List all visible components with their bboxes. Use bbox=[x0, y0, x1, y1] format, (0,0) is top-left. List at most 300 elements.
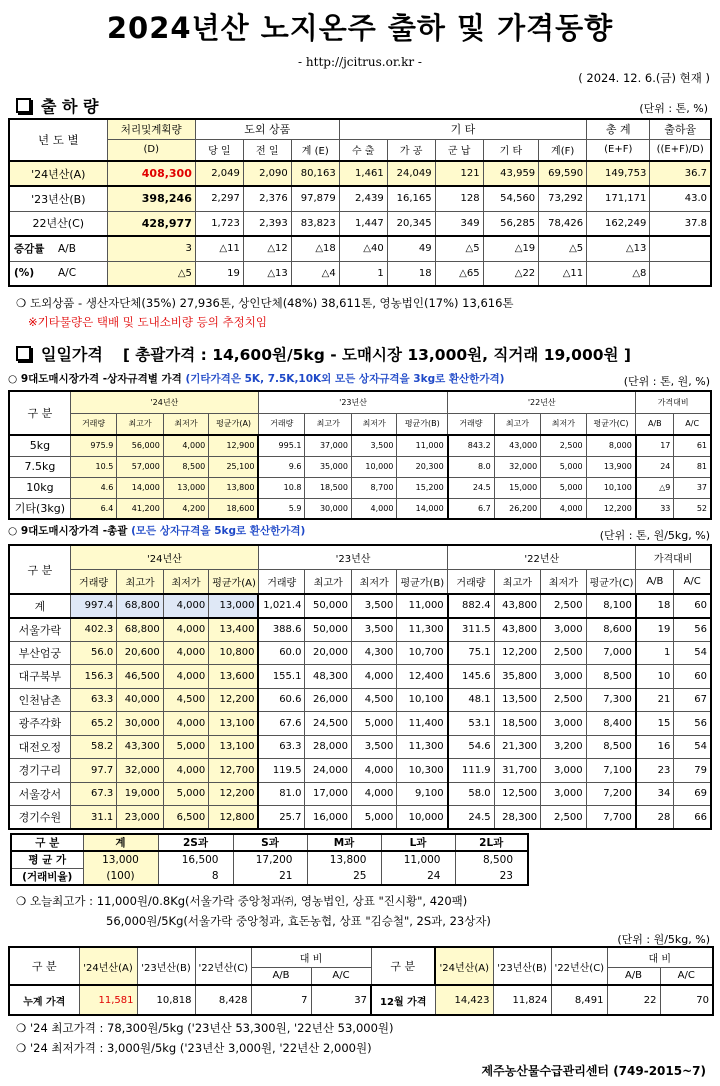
cell: 408,300 bbox=[107, 161, 195, 186]
cell: 10,700 bbox=[397, 641, 448, 665]
cell: △22 bbox=[483, 261, 539, 286]
cell: △19 bbox=[483, 236, 539, 261]
cell: 128 bbox=[435, 186, 483, 211]
cell: 17 bbox=[636, 435, 674, 456]
row-label: 광주각화 bbox=[9, 712, 70, 736]
cell: 67.6 bbox=[258, 712, 305, 736]
cell: 2,500 bbox=[541, 435, 586, 456]
subheader: A/B bbox=[636, 570, 674, 595]
cell: 61 bbox=[674, 435, 711, 456]
cell: 2,090 bbox=[243, 161, 291, 186]
cell: 18,500 bbox=[305, 477, 352, 498]
cell: 882.4 bbox=[448, 594, 495, 618]
price-row bbox=[9, 498, 711, 519]
spec-unit: (단위 : 톤, 원, %) bbox=[623, 375, 710, 388]
cell: 8,700 bbox=[351, 477, 396, 498]
row-label: 인천남촌 bbox=[9, 688, 70, 712]
cell: 8,100 bbox=[586, 594, 636, 618]
cell: 11,400 bbox=[397, 712, 448, 736]
cell: △12 bbox=[243, 236, 291, 261]
cum-header-y22: '22년산(C) bbox=[195, 947, 251, 985]
cell: 149,753 bbox=[587, 161, 650, 186]
cell: 975.9 bbox=[70, 435, 117, 456]
size-price-table bbox=[10, 833, 529, 886]
cell: 3,000 bbox=[541, 618, 586, 642]
cell: 13,500 bbox=[494, 688, 541, 712]
cell: 7,000 bbox=[586, 641, 636, 665]
cell: 80,163 bbox=[291, 161, 339, 186]
cell: 2,500 bbox=[541, 806, 586, 830]
cell: 2,500 bbox=[541, 594, 586, 618]
header-outside: 도외 상품 bbox=[195, 119, 339, 139]
cell: 7,300 bbox=[586, 688, 636, 712]
cell: 28,000 bbox=[305, 735, 352, 759]
cell: 66 bbox=[674, 806, 711, 830]
site-url[interactable]: - http://jcitrus.or.kr - bbox=[298, 55, 422, 69]
cell: 24,500 bbox=[305, 712, 352, 736]
change-label: 증감률 A/B bbox=[9, 236, 107, 261]
cell: 4,000 bbox=[351, 498, 396, 519]
cum-right-label: 12월 가격 bbox=[371, 985, 435, 1015]
size-cell: 24 bbox=[381, 868, 455, 885]
size-cell: 25 bbox=[307, 868, 381, 885]
cell: 155.1 bbox=[258, 665, 305, 689]
cell: 65.2 bbox=[70, 712, 117, 736]
cell: 12,500 bbox=[494, 782, 541, 806]
cum-header-y23: '23년산(B) bbox=[493, 947, 551, 985]
cell: 3 bbox=[107, 236, 195, 261]
cell: 311.5 bbox=[448, 618, 495, 642]
size-row-label: (거래비율) bbox=[11, 868, 83, 885]
cell: 12,700 bbox=[209, 759, 259, 783]
cell: 56,285 bbox=[483, 211, 539, 236]
cum-cell: 10,818 bbox=[137, 985, 195, 1015]
size-header: S과 bbox=[233, 834, 307, 851]
cell: 37 bbox=[674, 477, 711, 498]
header-plan: 처리및계획량 bbox=[107, 119, 195, 139]
cell: △13 bbox=[243, 261, 291, 286]
cell: 402.3 bbox=[70, 618, 117, 642]
subheader: 거래량 bbox=[70, 570, 117, 595]
change-row bbox=[9, 261, 711, 286]
cum-unit: (단위 : 원/5kg, %) bbox=[617, 933, 710, 946]
cum-header-y23: '23년산(B) bbox=[137, 947, 195, 985]
cell: 12,900 bbox=[209, 435, 259, 456]
cell: 4,500 bbox=[163, 688, 208, 712]
cell: 24.5 bbox=[448, 477, 495, 498]
shipment-row bbox=[9, 161, 711, 186]
cum-header-y22: '22년산(C) bbox=[551, 947, 607, 985]
subheader: 거래량 bbox=[448, 413, 495, 435]
row-label: 부산엄궁 bbox=[9, 641, 70, 665]
cell: 8,500 bbox=[586, 665, 636, 689]
cum-header-y24: '24년산(A) bbox=[435, 947, 493, 985]
cell: 13,100 bbox=[209, 712, 259, 736]
cell: 3,500 bbox=[351, 435, 396, 456]
cell: 54 bbox=[674, 641, 711, 665]
cell: 6.7 bbox=[448, 498, 495, 519]
cell: 1 bbox=[339, 261, 387, 286]
subheader: 최고가 bbox=[494, 413, 541, 435]
cell: 56 bbox=[674, 618, 711, 642]
cell: 10,100 bbox=[397, 688, 448, 712]
cum-header-ab: A/B bbox=[251, 967, 311, 985]
cell: △9 bbox=[636, 477, 674, 498]
cell: 111.9 bbox=[448, 759, 495, 783]
cell: 14,000 bbox=[117, 477, 164, 498]
cum-header-ab: A/B bbox=[607, 967, 660, 985]
cum-header-ac: A/C bbox=[311, 967, 371, 985]
cell: 10,300 bbox=[397, 759, 448, 783]
market-title-text: ○ 9대도매시장가격 -총괄 bbox=[8, 525, 128, 537]
price-row bbox=[9, 806, 711, 830]
cell: 24.5 bbox=[448, 806, 495, 830]
size-header: 계 bbox=[83, 834, 158, 851]
cell: 9.6 bbox=[258, 456, 305, 477]
cell: 36.7 bbox=[650, 161, 711, 186]
cell: 13,600 bbox=[209, 665, 259, 689]
cell: 43,000 bbox=[494, 435, 541, 456]
cell: 4,500 bbox=[351, 688, 396, 712]
price-row bbox=[9, 735, 711, 759]
header-y22: '22년산 bbox=[448, 545, 636, 570]
cell: 121 bbox=[435, 161, 483, 186]
cell: 20,345 bbox=[387, 211, 435, 236]
cell: 6,500 bbox=[163, 806, 208, 830]
shipment-unit: (단위 : 톤, %) bbox=[639, 102, 708, 115]
cell: 4,000 bbox=[163, 641, 208, 665]
cell: 97,879 bbox=[291, 186, 339, 211]
cell: 68,800 bbox=[117, 594, 164, 618]
cum-cell: 37 bbox=[311, 985, 371, 1015]
cell: 4,000 bbox=[163, 712, 208, 736]
subheader: 거래량 bbox=[70, 413, 117, 435]
cell: 995.1 bbox=[258, 435, 305, 456]
size-cell: 16,500 bbox=[158, 851, 233, 868]
cell: 20,000 bbox=[305, 641, 352, 665]
cell: 75.1 bbox=[448, 641, 495, 665]
cell: 28,300 bbox=[494, 806, 541, 830]
cell: 34 bbox=[636, 782, 674, 806]
header-total: 총 계 bbox=[587, 119, 650, 139]
cell: △5 bbox=[107, 261, 195, 286]
cell: 50,000 bbox=[305, 594, 352, 618]
cell: 843.2 bbox=[448, 435, 495, 456]
cell: 5,000 bbox=[351, 712, 396, 736]
header-other: 기 타 bbox=[339, 119, 586, 139]
cell: 10 bbox=[636, 665, 674, 689]
cell: 69 bbox=[674, 782, 711, 806]
row-label: 5kg bbox=[9, 435, 70, 456]
cell: 997.4 bbox=[70, 594, 117, 618]
price-row bbox=[9, 759, 711, 783]
subheader: A/C bbox=[674, 413, 711, 435]
cell: 58.0 bbox=[448, 782, 495, 806]
cell: 50,000 bbox=[305, 618, 352, 642]
cell: 2,439 bbox=[339, 186, 387, 211]
size-header: L과 bbox=[381, 834, 455, 851]
shipment-section-title bbox=[16, 94, 99, 117]
subheader: 거래량 bbox=[448, 570, 495, 595]
size-cell: 13,000 bbox=[83, 851, 158, 868]
size-cell: 8 bbox=[158, 868, 233, 885]
cell: 83,823 bbox=[291, 211, 339, 236]
cell: 19 bbox=[195, 261, 243, 286]
cell: 23 bbox=[636, 759, 674, 783]
row-label: 10kg bbox=[9, 477, 70, 498]
cell: 3,000 bbox=[541, 665, 586, 689]
cell: 60.6 bbox=[258, 688, 305, 712]
center-name: 제주농산물수급관리센터 (749-2015~7) bbox=[481, 1064, 706, 1078]
header-subtotal-f: 계(F) bbox=[539, 139, 587, 161]
cell: 48.1 bbox=[448, 688, 495, 712]
cell: △18 bbox=[291, 236, 339, 261]
note1-text: 도외상품 - 생산자단체(35%) 27,936톤, 상인단체(48%) 38,611톤, 영농법인(17%) 13,616톤 bbox=[29, 296, 514, 310]
subheader: 평균가(A) bbox=[209, 413, 259, 435]
subheader: 평균가(C) bbox=[586, 413, 636, 435]
price-row bbox=[9, 477, 711, 498]
cell: 12,400 bbox=[397, 665, 448, 689]
cell: 19 bbox=[636, 618, 674, 642]
cell: 145.6 bbox=[448, 665, 495, 689]
size-cell: 23 bbox=[455, 868, 528, 885]
cell: 24,049 bbox=[387, 161, 435, 186]
cell: 37.8 bbox=[650, 211, 711, 236]
cell: 18,600 bbox=[209, 498, 259, 519]
cell: 13,900 bbox=[586, 456, 636, 477]
header-process: 가 공 bbox=[387, 139, 435, 161]
spec-table bbox=[8, 390, 712, 520]
header-y24: '24년산 bbox=[70, 391, 258, 413]
cum-cell: 8,491 bbox=[551, 985, 607, 1015]
daily-section-title bbox=[16, 342, 631, 365]
subheader: A/C bbox=[674, 570, 711, 595]
cell: 14,000 bbox=[397, 498, 448, 519]
cell: 8,500 bbox=[586, 735, 636, 759]
cell: 4,000 bbox=[163, 665, 208, 689]
cell: 25,100 bbox=[209, 456, 259, 477]
cum-cell: 7 bbox=[251, 985, 311, 1015]
cell: 119.5 bbox=[258, 759, 305, 783]
cell: 49 bbox=[387, 236, 435, 261]
cell: 12,200 bbox=[209, 688, 259, 712]
market-unit: (단위 : 톤, 원/5kg, %) bbox=[599, 529, 710, 542]
price-row bbox=[9, 456, 711, 477]
cell: △5 bbox=[435, 236, 483, 261]
size-cell: 17,200 bbox=[233, 851, 307, 868]
cell: 5,000 bbox=[541, 456, 586, 477]
cell: 12,200 bbox=[494, 641, 541, 665]
cell: 32,000 bbox=[494, 456, 541, 477]
cell: 13,000 bbox=[163, 477, 208, 498]
cell: 16 bbox=[636, 735, 674, 759]
cell: 1,021.4 bbox=[258, 594, 305, 618]
checkbox-icon bbox=[16, 346, 31, 361]
header-total-sub: (E+F) bbox=[587, 139, 650, 161]
cell: 4,000 bbox=[163, 618, 208, 642]
cell: 10,100 bbox=[586, 477, 636, 498]
cell: 5,000 bbox=[163, 735, 208, 759]
row-label: 대전오정 bbox=[9, 735, 70, 759]
price-row bbox=[9, 594, 711, 618]
cell: 4,000 bbox=[163, 435, 208, 456]
highest-price-line: ❍ '24 최고가격 : 78,300원/5kg ('23년산 53,300원, '22년산 53,000원) bbox=[16, 1021, 394, 1035]
cell: 4,000 bbox=[541, 498, 586, 519]
cell: 5,000 bbox=[541, 477, 586, 498]
cell: 11,000 bbox=[397, 435, 448, 456]
cell: 79 bbox=[674, 759, 711, 783]
change-row bbox=[9, 236, 711, 261]
size-cell: 8,500 bbox=[455, 851, 528, 868]
lowest-price-line: ❍ '24 최저가격 : 3,000원/5kg ('23년산 3,000원, '22년산 2,000원) bbox=[16, 1041, 372, 1055]
cell: 2,500 bbox=[541, 688, 586, 712]
cell: 428,977 bbox=[107, 211, 195, 236]
subheader: 평균가(B) bbox=[397, 413, 448, 435]
cell: 349 bbox=[435, 211, 483, 236]
cell: 26,200 bbox=[494, 498, 541, 519]
cell: 15,000 bbox=[494, 477, 541, 498]
header-military: 군 납 bbox=[435, 139, 483, 161]
cell: 69,590 bbox=[539, 161, 587, 186]
shipment-note-2: ※기타물량은 택배 및 도내소비량 등의 추정치임 bbox=[28, 315, 267, 329]
subheader: 거래량 bbox=[258, 413, 305, 435]
cell: 63.3 bbox=[258, 735, 305, 759]
cell: 7,100 bbox=[586, 759, 636, 783]
cell: 18 bbox=[636, 594, 674, 618]
cell: △13 bbox=[587, 236, 650, 261]
cell: 2,500 bbox=[541, 641, 586, 665]
cell: 4,000 bbox=[351, 665, 396, 689]
cell: 3,200 bbox=[541, 735, 586, 759]
size-cell: (100) bbox=[83, 868, 158, 885]
header-compare: 가격대비 bbox=[636, 391, 711, 413]
spec-table-title bbox=[8, 371, 504, 386]
row-label: 대구북부 bbox=[9, 665, 70, 689]
cell: 12,200 bbox=[209, 782, 259, 806]
cell: 60 bbox=[674, 665, 711, 689]
cell: 16,000 bbox=[305, 806, 352, 830]
cell: 3,500 bbox=[351, 618, 396, 642]
cell: 28 bbox=[636, 806, 674, 830]
cell: 52 bbox=[674, 498, 711, 519]
subheader: 최저가 bbox=[351, 570, 396, 595]
row-label: 계 bbox=[9, 594, 70, 618]
cum-cell: 11,824 bbox=[493, 985, 551, 1015]
cell: 15 bbox=[636, 712, 674, 736]
cell: 60 bbox=[674, 594, 711, 618]
cell: 2,393 bbox=[243, 211, 291, 236]
price-row bbox=[9, 435, 711, 456]
shipment-row bbox=[9, 211, 711, 236]
cell: 20,600 bbox=[117, 641, 164, 665]
cell: 67.3 bbox=[70, 782, 117, 806]
row-label: '23년산(B) bbox=[9, 186, 107, 211]
cell bbox=[650, 261, 711, 286]
row-label: '24년산(A) bbox=[9, 161, 107, 186]
header-year: 년 도 별 bbox=[9, 119, 107, 161]
cell: 12,800 bbox=[209, 806, 259, 830]
shipment-table bbox=[8, 118, 712, 287]
cell: 10.8 bbox=[258, 477, 305, 498]
cell: 67 bbox=[674, 688, 711, 712]
cell: 68,800 bbox=[117, 618, 164, 642]
size-header: 구 분 bbox=[11, 834, 83, 851]
cell: 20,300 bbox=[397, 456, 448, 477]
row-label: 7.5kg bbox=[9, 456, 70, 477]
cell: △4 bbox=[291, 261, 339, 286]
shipment-title-text: 출 하 량 bbox=[41, 97, 99, 116]
cell: 10,000 bbox=[351, 456, 396, 477]
price-row bbox=[9, 782, 711, 806]
cell: 32,000 bbox=[117, 759, 164, 783]
cell: 35,000 bbox=[305, 456, 352, 477]
cell: 56,000 bbox=[117, 435, 164, 456]
header-rate-sub: ((E+F)/D) bbox=[650, 139, 711, 161]
cum-header-gubun: 구 분 bbox=[371, 947, 435, 985]
row-label: 경기수원 bbox=[9, 806, 70, 830]
cell: 23,000 bbox=[117, 806, 164, 830]
size-header: M과 bbox=[307, 834, 381, 851]
cell: 171,171 bbox=[587, 186, 650, 211]
row-label: 경기구리 bbox=[9, 759, 70, 783]
cell: 73,292 bbox=[539, 186, 587, 211]
header-etc: 기 타 bbox=[483, 139, 539, 161]
subheader: 최고가 bbox=[305, 570, 352, 595]
cell: 388.6 bbox=[258, 618, 305, 642]
size-cell: 21 bbox=[233, 868, 307, 885]
market-title-note: (모든 상자규격을 5kg로 환산한가격) bbox=[131, 525, 306, 537]
cell: 8.0 bbox=[448, 456, 495, 477]
cell: 5,000 bbox=[163, 782, 208, 806]
cum-cell: 11,581 bbox=[79, 985, 137, 1015]
subheader: 평균가(C) bbox=[586, 570, 636, 595]
cell: △40 bbox=[339, 236, 387, 261]
cell: 4,200 bbox=[163, 498, 208, 519]
cell: 58.2 bbox=[70, 735, 117, 759]
subheader: 최고가 bbox=[117, 570, 164, 595]
cell: 53.1 bbox=[448, 712, 495, 736]
checkbox-icon bbox=[16, 98, 31, 113]
cell: 41,200 bbox=[117, 498, 164, 519]
shipment-row bbox=[9, 186, 711, 211]
market-table bbox=[8, 544, 712, 830]
row-label: 22년산(C) bbox=[9, 211, 107, 236]
cell: 35,800 bbox=[494, 665, 541, 689]
cell: 30,000 bbox=[305, 498, 352, 519]
size-header: 2S과 bbox=[158, 834, 233, 851]
size-row-label: 평 균 가 bbox=[11, 851, 83, 868]
cell: 56.0 bbox=[70, 641, 117, 665]
cell: 13,400 bbox=[209, 618, 259, 642]
cell: 81 bbox=[674, 456, 711, 477]
cell: 11,000 bbox=[397, 594, 448, 618]
cell: 24 bbox=[636, 456, 674, 477]
cell: 10,000 bbox=[397, 806, 448, 830]
cumulative-price-table bbox=[8, 946, 714, 1016]
price-row bbox=[9, 618, 711, 642]
subheader: 최고가 bbox=[494, 570, 541, 595]
cell: 1 bbox=[636, 641, 674, 665]
cum-header-gubun: 구 분 bbox=[9, 947, 79, 985]
cum-header-compare: 대 비 bbox=[251, 947, 371, 967]
cell: △11 bbox=[539, 261, 587, 286]
cell: 24,000 bbox=[305, 759, 352, 783]
cell: 1,723 bbox=[195, 211, 243, 236]
cell: 5.9 bbox=[258, 498, 305, 519]
cell: 37,000 bbox=[305, 435, 352, 456]
cell: 13,800 bbox=[209, 477, 259, 498]
cell: 54,560 bbox=[483, 186, 539, 211]
